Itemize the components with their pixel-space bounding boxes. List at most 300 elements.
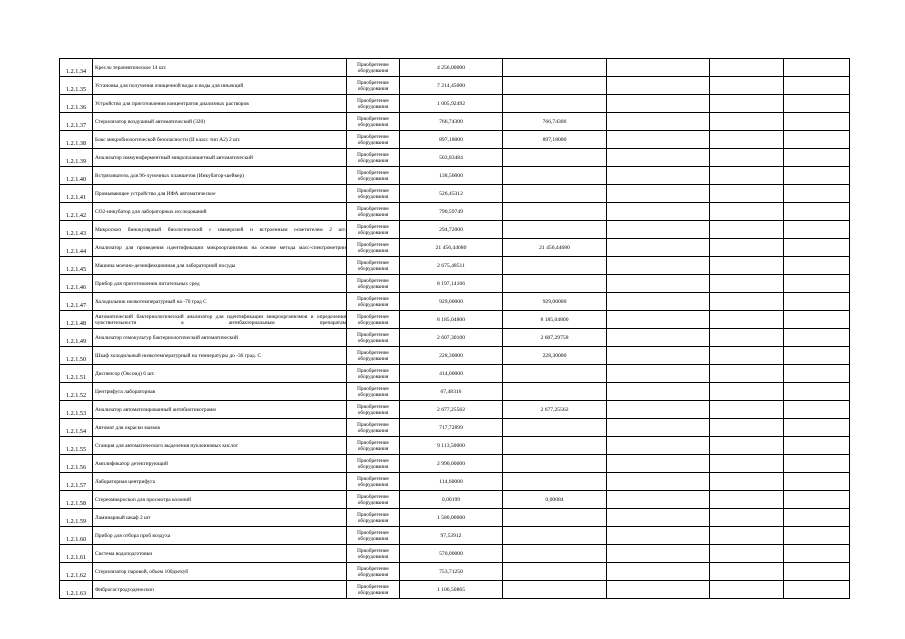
row-number: 1.2.1.53 bbox=[60, 401, 93, 419]
amount-total: 766,74300 bbox=[400, 113, 503, 131]
empty-cell bbox=[710, 239, 784, 257]
expense-type: Приобретение оборудования bbox=[347, 329, 400, 347]
empty-cell bbox=[607, 401, 710, 419]
equipment-name-text: Станция для автоматического выделения нуклеиновых кислот bbox=[95, 442, 238, 449]
row-number: 1.2.1.62 bbox=[60, 563, 93, 581]
row-number: 1.2.1.35 bbox=[60, 77, 93, 95]
table-row bbox=[60, 509, 850, 527]
equipment-name bbox=[93, 131, 347, 149]
amount-second bbox=[503, 437, 607, 455]
empty-cell bbox=[784, 293, 850, 311]
empty-cell bbox=[607, 509, 710, 527]
equipment-name-text: Машина моечно-дезинфекционная для лабораторной посуды bbox=[95, 262, 236, 269]
empty-cell bbox=[710, 365, 784, 383]
amount-total: 8 185,04800 bbox=[400, 311, 503, 329]
expense-type: Приобретение оборудования bbox=[347, 239, 400, 257]
expense-type: Приобретение оборудования bbox=[347, 275, 400, 293]
empty-cell bbox=[784, 275, 850, 293]
table-row bbox=[60, 239, 850, 257]
equipment-name bbox=[93, 455, 347, 473]
amount-second: 2 607,29758 bbox=[503, 329, 607, 347]
amount-second: 228,30000 bbox=[503, 347, 607, 365]
amount-total: 2 607,30100 bbox=[400, 329, 503, 347]
equipment-name-text: Автомат для окраски мазков bbox=[95, 424, 160, 431]
empty-cell bbox=[784, 239, 850, 257]
empty-cell bbox=[710, 149, 784, 167]
amount-second bbox=[503, 149, 607, 167]
expense-type: Приобретение оборудования bbox=[347, 257, 400, 275]
empty-cell bbox=[710, 581, 784, 599]
equipment-name bbox=[93, 293, 347, 311]
empty-cell bbox=[784, 473, 850, 491]
amount-second bbox=[503, 365, 607, 383]
equipment-name bbox=[93, 257, 347, 275]
row-number: 1.2.1.52 bbox=[60, 383, 93, 401]
amount-second bbox=[503, 185, 607, 203]
empty-cell bbox=[784, 365, 850, 383]
table-row bbox=[60, 545, 850, 563]
expense-type: Приобретение оборудования bbox=[347, 293, 400, 311]
equipment-name-text: Шкаф холодильный низкотемпературный на температуры до -30 град. С bbox=[95, 352, 262, 359]
expense-type: Приобретение оборудования bbox=[347, 545, 400, 563]
document-table bbox=[59, 58, 850, 599]
table-row bbox=[60, 383, 850, 401]
equipment-name bbox=[93, 509, 347, 527]
amount-total: 294,72000 bbox=[400, 221, 503, 239]
equipment-name bbox=[93, 365, 347, 383]
row-number: 1.2.1.47 bbox=[60, 293, 93, 311]
table-row bbox=[60, 365, 850, 383]
equipment-name bbox=[93, 527, 347, 545]
amount-total: 97,53912 bbox=[400, 527, 503, 545]
empty-cell bbox=[784, 149, 850, 167]
row-number: 1.2.1.43 bbox=[60, 221, 93, 239]
amount-second: 21 456,44680 bbox=[503, 239, 607, 257]
expense-type: Приобретение оборудования bbox=[347, 203, 400, 221]
amount-second: 2 677,25562 bbox=[503, 401, 607, 419]
empty-cell bbox=[607, 581, 710, 599]
empty-cell bbox=[784, 455, 850, 473]
expense-type: Приобретение оборудования bbox=[347, 113, 400, 131]
amount-total: 7 214,45000 bbox=[400, 77, 503, 95]
row-number: 1.2.1.59 bbox=[60, 509, 93, 527]
equipment-name-text: Стерилизатор воздушный автоматический (320) bbox=[95, 118, 205, 125]
equipment-name bbox=[93, 437, 347, 455]
row-number: 1.2.1.63 bbox=[60, 581, 93, 599]
expense-type: Приобретение оборудования bbox=[347, 311, 400, 329]
row-number: 1.2.1.46 bbox=[60, 275, 93, 293]
row-number: 1.2.1.45 bbox=[60, 257, 93, 275]
equipment-name-text: Система водоподготовки bbox=[95, 550, 153, 557]
empty-cell bbox=[784, 257, 850, 275]
amount-total: 0,00199 bbox=[400, 491, 503, 509]
empty-cell bbox=[607, 419, 710, 437]
equipment-name-text: Амплификатор детектирующий bbox=[95, 460, 168, 467]
empty-cell bbox=[784, 329, 850, 347]
empty-cell bbox=[607, 185, 710, 203]
empty-cell bbox=[784, 95, 850, 113]
table-row bbox=[60, 185, 850, 203]
amount-second bbox=[503, 581, 607, 599]
table-row bbox=[60, 149, 850, 167]
empty-cell bbox=[710, 59, 784, 77]
empty-cell bbox=[607, 311, 710, 329]
empty-cell bbox=[607, 203, 710, 221]
empty-cell bbox=[607, 383, 710, 401]
equipment-name bbox=[93, 311, 347, 329]
table-row bbox=[60, 275, 850, 293]
empty-cell bbox=[710, 401, 784, 419]
amount-second: 8 185,04800 bbox=[503, 311, 607, 329]
expense-type: Приобретение оборудования bbox=[347, 383, 400, 401]
row-number: 1.2.1.42 bbox=[60, 203, 93, 221]
equipment-name bbox=[93, 149, 347, 167]
empty-cell bbox=[710, 131, 784, 149]
equipment-name-text: Анализатор для проведения идентификации микроорганизмов на основе метода масс-спектрометрии bbox=[95, 244, 346, 251]
table-row bbox=[60, 59, 850, 77]
equipment-name-text: Микроскоп бинокулярный биологический с иммерсией и встроенным осветителем 2 шт. bbox=[95, 226, 346, 233]
equipment-name-text: Автоматический бактериологический анализатор для идентификации микроорганизмов и определения чувствительности к антибактериальным препаратам bbox=[95, 313, 346, 326]
amount-total: 2 990,00000 bbox=[400, 455, 503, 473]
amount-total: 717,72899 bbox=[400, 419, 503, 437]
equipment-name-text: Промывающее устройство для ИФА автоматическое bbox=[95, 190, 216, 197]
empty-cell bbox=[784, 509, 850, 527]
row-number: 1.2.1.51 bbox=[60, 365, 93, 383]
equipment-name-text: Центрифуга лабораторная bbox=[95, 388, 156, 395]
expense-type: Приобретение оборудования bbox=[347, 185, 400, 203]
empty-cell bbox=[710, 527, 784, 545]
equipment-name bbox=[93, 401, 347, 419]
expense-type: Приобретение оборудования bbox=[347, 365, 400, 383]
equipment-name bbox=[93, 185, 347, 203]
empty-cell bbox=[710, 383, 784, 401]
amount-second bbox=[503, 167, 607, 185]
expense-type: Приобретение оборудования bbox=[347, 581, 400, 599]
empty-cell bbox=[710, 563, 784, 581]
equipment-name-text: Ламинарный шкаф 2 шт bbox=[95, 514, 151, 521]
table-row bbox=[60, 221, 850, 239]
amount-total: 67,48316 bbox=[400, 383, 503, 401]
row-number: 1.2.1.34 bbox=[60, 59, 93, 77]
amount-total: 2 677,25562 bbox=[400, 401, 503, 419]
expense-type: Приобретение оборудования bbox=[347, 77, 400, 95]
empty-cell bbox=[710, 275, 784, 293]
empty-cell bbox=[607, 473, 710, 491]
empty-cell bbox=[710, 293, 784, 311]
amount-second bbox=[503, 527, 607, 545]
amount-total: 2 675,48511 bbox=[400, 257, 503, 275]
empty-cell bbox=[607, 221, 710, 239]
row-number: 1.2.1.57 bbox=[60, 473, 93, 491]
equipment-name-text: Анализатор гемокультур бактериологический автоматический bbox=[95, 334, 238, 341]
equipment-name-text: Холодильник низкотемпературный на -70 град С bbox=[95, 298, 207, 305]
table-row bbox=[60, 401, 850, 419]
empty-cell bbox=[607, 437, 710, 455]
amount-total: 570,00000 bbox=[400, 545, 503, 563]
row-number: 1.2.1.41 bbox=[60, 185, 93, 203]
equipment-name-text: Встряхиватель для 96-луночных планшетов (Инкубатор-шейкер) bbox=[95, 172, 244, 179]
empty-cell bbox=[607, 455, 710, 473]
equipment-name bbox=[93, 473, 347, 491]
table-row bbox=[60, 167, 850, 185]
amount-second bbox=[503, 95, 607, 113]
table-row bbox=[60, 581, 850, 599]
empty-cell bbox=[607, 347, 710, 365]
empty-cell bbox=[710, 113, 784, 131]
amount-total: 1 106,50865 bbox=[400, 581, 503, 599]
table-row bbox=[60, 473, 850, 491]
equipment-name-text: Бокс микробиологической безопасности (II класс тип А2) 2 шт. bbox=[95, 136, 241, 143]
equipment-name bbox=[93, 563, 347, 581]
equipment-name bbox=[93, 221, 347, 239]
equipment-name-text: Фиброгастродуоденоскоп bbox=[95, 586, 154, 593]
table-row bbox=[60, 257, 850, 275]
amount-total: 753,71250 bbox=[400, 563, 503, 581]
equipment-name bbox=[93, 347, 347, 365]
table-row bbox=[60, 203, 850, 221]
amount-second bbox=[503, 203, 607, 221]
amount-total: 1 580,00000 bbox=[400, 509, 503, 527]
table-row bbox=[60, 311, 850, 329]
equipment-name bbox=[93, 329, 347, 347]
table-row bbox=[60, 77, 850, 95]
empty-cell bbox=[710, 509, 784, 527]
equipment-name-text: Устройство для приготовления концентратов диализных растворов bbox=[95, 100, 249, 107]
empty-cell bbox=[607, 59, 710, 77]
amount-total: 138,50000 bbox=[400, 167, 503, 185]
table-row bbox=[60, 419, 850, 437]
amount-second bbox=[503, 455, 607, 473]
expense-type: Приобретение оборудования bbox=[347, 95, 400, 113]
empty-cell bbox=[784, 221, 850, 239]
amount-total: 1 005,92492 bbox=[400, 95, 503, 113]
amount-second bbox=[503, 419, 607, 437]
row-number: 1.2.1.40 bbox=[60, 167, 93, 185]
empty-cell bbox=[607, 365, 710, 383]
amount-total: 929,00000 bbox=[400, 293, 503, 311]
amount-total: 228,30000 bbox=[400, 347, 503, 365]
empty-cell bbox=[710, 77, 784, 95]
equipment-name-text: Прибор для отбора проб воздуха bbox=[95, 532, 171, 539]
table-row bbox=[60, 455, 850, 473]
empty-cell bbox=[784, 113, 850, 131]
empty-cell bbox=[784, 401, 850, 419]
empty-cell bbox=[784, 437, 850, 455]
row-number: 1.2.1.48 bbox=[60, 311, 93, 329]
amount-total: 9 113,50000 bbox=[400, 437, 503, 455]
equipment-name-text: Стереомикроскоп для просмотра колоний bbox=[95, 496, 192, 503]
equipment-name bbox=[93, 419, 347, 437]
equipment-name bbox=[93, 383, 347, 401]
row-number: 1.2.1.37 bbox=[60, 113, 93, 131]
amount-second bbox=[503, 221, 607, 239]
empty-cell bbox=[710, 545, 784, 563]
empty-cell bbox=[607, 491, 710, 509]
amount-second: 0,00084 bbox=[503, 491, 607, 509]
empty-cell bbox=[784, 563, 850, 581]
empty-cell bbox=[784, 545, 850, 563]
amount-second: 897,18000 bbox=[503, 131, 607, 149]
expense-type: Приобретение оборудования bbox=[347, 149, 400, 167]
amount-second: 766,74300 bbox=[503, 113, 607, 131]
expense-type: Приобретение оборудования bbox=[347, 491, 400, 509]
empty-cell bbox=[784, 383, 850, 401]
empty-cell bbox=[784, 347, 850, 365]
empty-cell bbox=[607, 239, 710, 257]
table-row bbox=[60, 347, 850, 365]
empty-cell bbox=[607, 545, 710, 563]
amount-second bbox=[503, 473, 607, 491]
row-number: 1.2.1.50 bbox=[60, 347, 93, 365]
equipment-name-text: Стерилизатор паровой, объем 100дм/куб bbox=[95, 568, 189, 575]
amount-second bbox=[503, 59, 607, 77]
empty-cell bbox=[784, 203, 850, 221]
empty-cell bbox=[607, 95, 710, 113]
empty-cell bbox=[607, 527, 710, 545]
amount-second bbox=[503, 545, 607, 563]
amount-total: 526,45312 bbox=[400, 185, 503, 203]
expense-type: Приобретение оборудования bbox=[347, 473, 400, 491]
empty-cell bbox=[710, 311, 784, 329]
amount-second bbox=[503, 257, 607, 275]
table-row bbox=[60, 437, 850, 455]
table-row bbox=[60, 113, 850, 131]
empty-cell bbox=[710, 419, 784, 437]
empty-cell bbox=[607, 77, 710, 95]
expense-type: Приобретение оборудования bbox=[347, 401, 400, 419]
amount-second: 929,00000 bbox=[503, 293, 607, 311]
amount-total: 414,00000 bbox=[400, 365, 503, 383]
empty-cell bbox=[710, 491, 784, 509]
equipment-name bbox=[93, 545, 347, 563]
empty-cell bbox=[710, 455, 784, 473]
empty-cell bbox=[607, 275, 710, 293]
empty-cell bbox=[784, 185, 850, 203]
row-number: 1.2.1.58 bbox=[60, 491, 93, 509]
empty-cell bbox=[710, 257, 784, 275]
expense-type: Приобретение оборудования bbox=[347, 167, 400, 185]
row-number: 1.2.1.55 bbox=[60, 437, 93, 455]
empty-cell bbox=[784, 77, 850, 95]
empty-cell bbox=[710, 95, 784, 113]
expense-type: Приобретение оборудования bbox=[347, 59, 400, 77]
amount-second bbox=[503, 77, 607, 95]
row-number: 1.2.1.54 bbox=[60, 419, 93, 437]
empty-cell bbox=[710, 167, 784, 185]
empty-cell bbox=[784, 581, 850, 599]
table-row bbox=[60, 131, 850, 149]
empty-cell bbox=[607, 293, 710, 311]
amount-second bbox=[503, 275, 607, 293]
equipment-name bbox=[93, 113, 347, 131]
amount-second bbox=[503, 383, 607, 401]
amount-total: 8 197,14166 bbox=[400, 275, 503, 293]
empty-cell bbox=[607, 167, 710, 185]
expense-type: Приобретение оборудования bbox=[347, 437, 400, 455]
row-number: 1.2.1.39 bbox=[60, 149, 93, 167]
empty-cell bbox=[784, 491, 850, 509]
expense-type: Приобретение оборудования bbox=[347, 221, 400, 239]
row-number: 1.2.1.56 bbox=[60, 455, 93, 473]
empty-cell bbox=[710, 347, 784, 365]
row-number: 1.2.1.36 bbox=[60, 95, 93, 113]
equipment-name-text: Кресло терапевтическое 14 шт. bbox=[95, 64, 167, 71]
empty-cell bbox=[710, 329, 784, 347]
equipment-name bbox=[93, 581, 347, 599]
equipment-name-text: Прибор для приготовления питательных сред bbox=[95, 280, 200, 287]
row-number: 1.2.1.38 bbox=[60, 131, 93, 149]
amount-total: 897,18000 bbox=[400, 131, 503, 149]
amount-second bbox=[503, 509, 607, 527]
table-row bbox=[60, 95, 850, 113]
amount-total: 4 256,00000 bbox=[400, 59, 503, 77]
empty-cell bbox=[710, 221, 784, 239]
equipment-name bbox=[93, 203, 347, 221]
empty-cell bbox=[607, 329, 710, 347]
expense-type: Приобретение оборудования bbox=[347, 527, 400, 545]
equipment-name bbox=[93, 59, 347, 77]
equipment-name bbox=[93, 95, 347, 113]
equipment-name bbox=[93, 275, 347, 293]
expense-type: Приобретение оборудования bbox=[347, 131, 400, 149]
table-row bbox=[60, 329, 850, 347]
expense-type: Приобретение оборудования bbox=[347, 563, 400, 581]
equipment-name bbox=[93, 239, 347, 257]
empty-cell bbox=[784, 419, 850, 437]
empty-cell bbox=[784, 59, 850, 77]
table-body bbox=[60, 59, 850, 599]
equipment-name-text: Лабораторная центрифуга bbox=[95, 478, 156, 485]
equipment-name-text: Анализатор иммуноферментный микропланшетный автоматический bbox=[95, 154, 253, 161]
empty-cell bbox=[710, 473, 784, 491]
equipment-name-text: Установка для получения очищенной воды и воды для инъекций bbox=[95, 82, 244, 89]
amount-total: 21 456,44680 bbox=[400, 239, 503, 257]
expense-type: Приобретение оборудования bbox=[347, 455, 400, 473]
expense-type: Приобретение оборудования bbox=[347, 419, 400, 437]
empty-cell bbox=[784, 167, 850, 185]
equipment-name-text: Анализатор автоматизированный антибиотикограмм bbox=[95, 406, 216, 413]
amount-total: 503,83484 bbox=[400, 149, 503, 167]
amount-second bbox=[503, 563, 607, 581]
table-row bbox=[60, 563, 850, 581]
row-number: 1.2.1.44 bbox=[60, 239, 93, 257]
empty-cell bbox=[710, 203, 784, 221]
amount-total: 790,59749 bbox=[400, 203, 503, 221]
expense-type: Приобретение оборудования bbox=[347, 347, 400, 365]
table-row bbox=[60, 527, 850, 545]
table-row bbox=[60, 293, 850, 311]
equipment-name bbox=[93, 167, 347, 185]
row-number: 1.2.1.49 bbox=[60, 329, 93, 347]
empty-cell bbox=[607, 131, 710, 149]
empty-cell bbox=[710, 185, 784, 203]
row-number: 1.2.1.60 bbox=[60, 527, 93, 545]
table-row bbox=[60, 491, 850, 509]
equipment-name-text: Диспенсор (Оксоид) 6 шт. bbox=[95, 370, 155, 377]
row-number: 1.2.1.61 bbox=[60, 545, 93, 563]
equipment-name bbox=[93, 77, 347, 95]
equipment-name-text: СО2-инкубатор для лабораторных исследований bbox=[95, 208, 207, 215]
equipment-name bbox=[93, 491, 347, 509]
empty-cell bbox=[607, 563, 710, 581]
expense-type: Приобретение оборудования bbox=[347, 509, 400, 527]
empty-cell bbox=[784, 311, 850, 329]
amount-total: 114,60000 bbox=[400, 473, 503, 491]
empty-cell bbox=[607, 257, 710, 275]
empty-cell bbox=[784, 131, 850, 149]
empty-cell bbox=[784, 527, 850, 545]
empty-cell bbox=[710, 437, 784, 455]
